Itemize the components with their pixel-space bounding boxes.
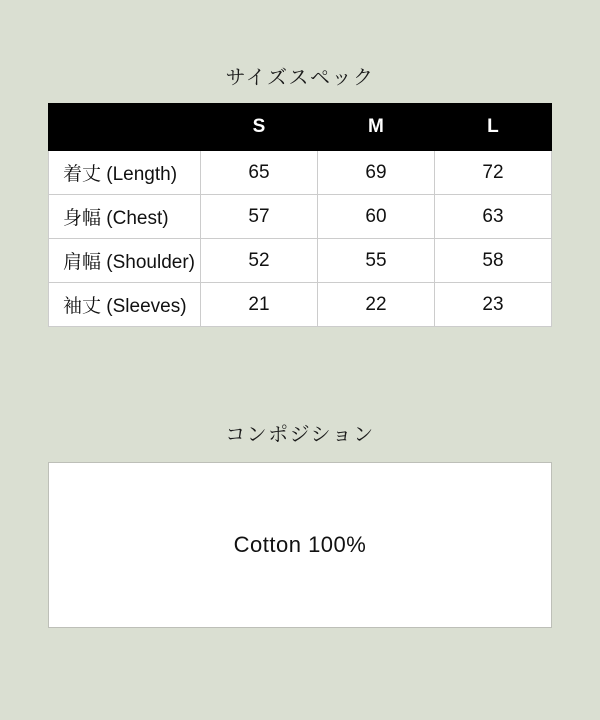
cell-sleeves-l: 23	[434, 283, 551, 327]
header-row	[49, 104, 552, 151]
row-label-length: 着丈 (Length)	[49, 151, 201, 195]
composition-box	[48, 462, 552, 628]
cell-length-m: 69	[317, 151, 434, 195]
row-label-shoulder: 肩幅 (Shoulder)	[49, 239, 201, 283]
cell-sleeves-m: 22	[317, 283, 434, 327]
table-row	[49, 283, 552, 327]
row-label-chest: 身幅 (Chest)	[49, 195, 201, 239]
table-row	[49, 239, 552, 283]
cell-length-l: 72	[434, 151, 551, 195]
cell-shoulder-l: 58	[434, 239, 551, 283]
cell-chest-l: 63	[434, 195, 551, 239]
row-label-sleeves: 袖丈 (Sleeves)	[49, 283, 201, 327]
size-spec-table	[48, 103, 552, 327]
cell-length-s: 65	[200, 151, 317, 195]
cell-sleeves-s: 21	[200, 283, 317, 327]
header-cell-m: M	[317, 104, 434, 151]
cell-shoulder-s: 52	[200, 239, 317, 283]
cell-chest-m: 60	[317, 195, 434, 239]
size-table-header	[49, 104, 552, 151]
composition-title: コンポジション	[225, 424, 375, 446]
table-row	[49, 151, 552, 195]
header-cell-blank	[49, 104, 201, 151]
composition-content: Cotton 100%	[233, 532, 367, 557]
cell-shoulder-m: 55	[317, 239, 434, 283]
cell-chest-s: 57	[200, 195, 317, 239]
table-row	[49, 195, 552, 239]
size-spec-title: サイズスペック	[225, 67, 375, 89]
header-cell-l: L	[434, 104, 551, 151]
header-cell-s: S	[200, 104, 317, 151]
